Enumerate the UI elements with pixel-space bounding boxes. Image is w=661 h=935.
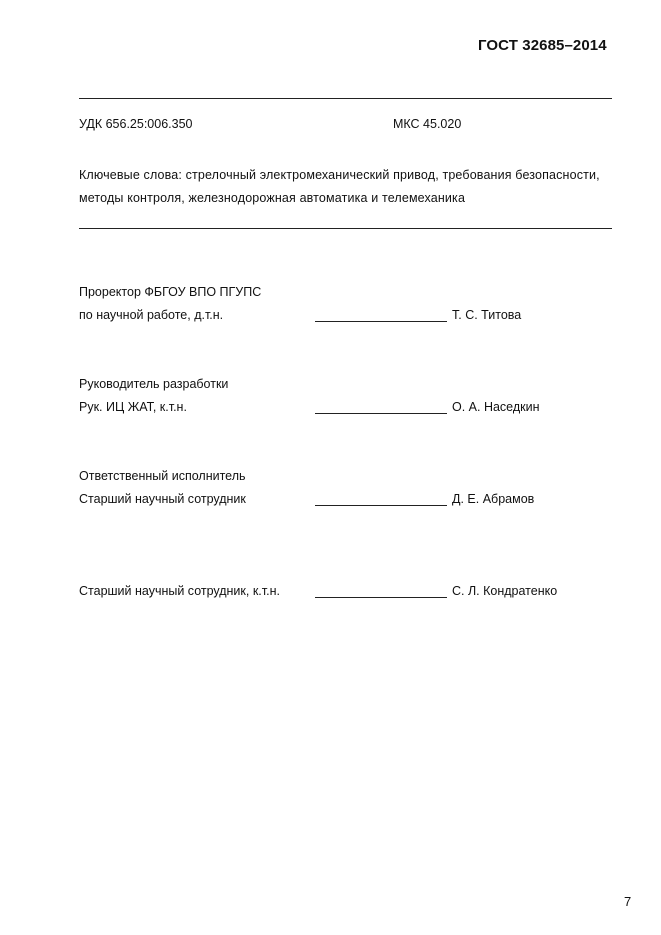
keywords-line-1: Ключевые слова: стрелочный электромеханический привод, требования безопасности, (79, 168, 600, 182)
mks-code: МКС 45.020 (393, 117, 462, 131)
page-number: 7 (624, 894, 632, 909)
udk-code: УДК 656.25:006.350 (79, 117, 193, 131)
signature-line (315, 321, 447, 322)
signatory-position-line-2: Старший научный сотрудник (79, 492, 246, 506)
signatory-name: Т. С. Титова (452, 308, 522, 322)
signature-line (315, 413, 447, 414)
signatory-position-line-2: Старший научный сотрудник, к.т.н. (79, 584, 280, 598)
signature-line (315, 597, 447, 598)
signatory-position-line-2: по научной работе, д.т.н. (79, 308, 224, 322)
signatory-name: О. А. Наседкин (452, 400, 540, 414)
signatory-position-line-1: Руководитель разработки (79, 377, 229, 391)
signature-line (315, 505, 447, 506)
signatory-position-line-1: Проректор ФБГОУ ВПО ПГУПС (79, 285, 262, 299)
keywords-line-2: методы контроля, железнодорожная автоматика и телемеханика (79, 191, 466, 205)
top-divider (79, 98, 612, 99)
bottom-divider (79, 228, 612, 229)
signatory-name: С. Л. Кондратенко (452, 584, 558, 598)
signatory-name: Д. Е. Абрамов (452, 492, 535, 506)
standard-code: ГОСТ 32685–2014 (478, 37, 607, 54)
signatory-position-line-2: Рук. ИЦ ЖАТ, к.т.н. (79, 400, 187, 414)
signatory-position-line-1: Ответственный исполнитель (79, 469, 246, 483)
